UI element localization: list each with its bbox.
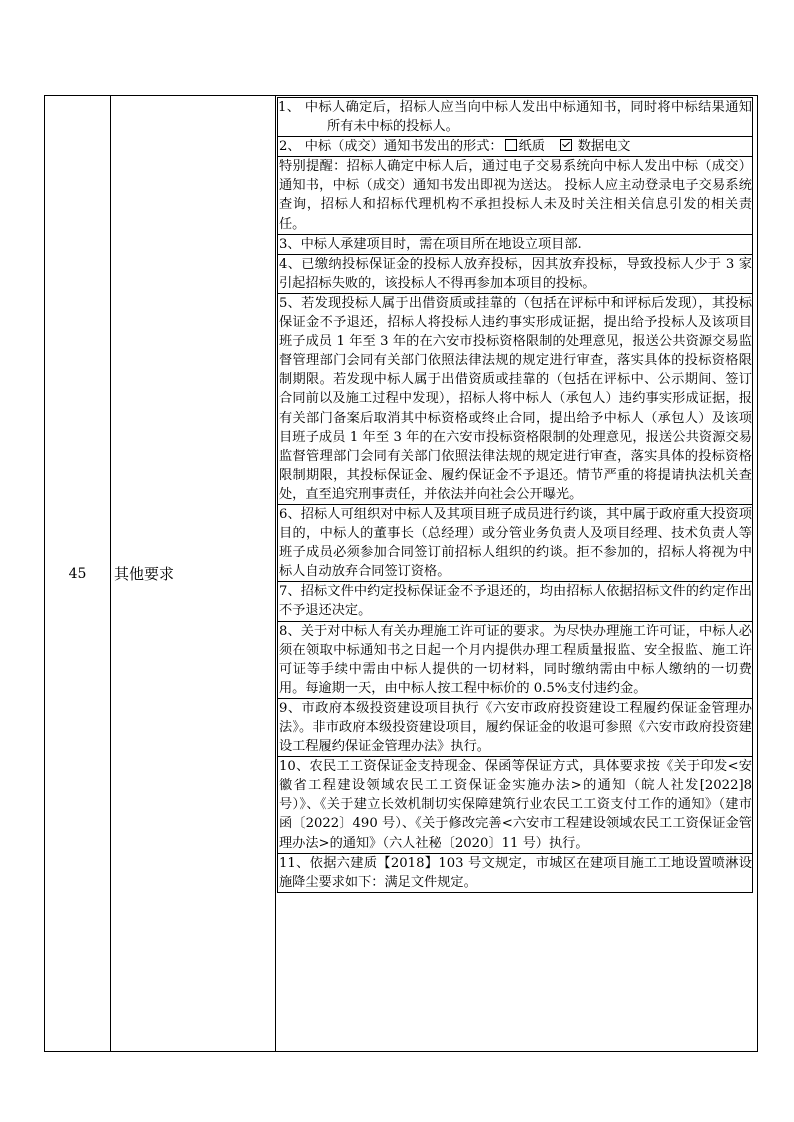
requirements-list bbox=[277, 97, 753, 895]
item-1: 1、 中标人确定后，招标人应当向中标人发出中标通知书，同时将中标结果通知所有未中标的投标人。 bbox=[277, 97, 753, 137]
item-10: 10、农民工工资保证金支持现金、保函等保证方式，具体要求按《关于印发<安徽省工程建设领域农民工工资保证金实施办法>的通知（皖人社发[2022]8 号）》、《关于建立长效机制切实保障建筑行业农民工工资支付工作的通知》（建市函〔2022〕490 号）、《关于修改完善<六安市工程建设领域农民工工资保证金管理办法>的通知》（六人社秘〔2020〕11 号）执行。 bbox=[277, 756, 753, 853]
electronic-option-label: 数据电文 bbox=[577, 139, 631, 155]
table-row bbox=[45, 96, 758, 1052]
row-label: 其他要求 bbox=[111, 96, 276, 1052]
item-6: 6、招标人可组织对中标人及其项目班子成员进行约谈，其中属于政府重大投资项目的，中标人的董事长（总经理）或分管业务负责人及项目经理、技术负责人等班子成员必须参加合同签订前招标人组织的约谈。拒不参加的，招标人将视为中标人自动放弃合同签订资格。 bbox=[277, 504, 753, 582]
paper-checkbox bbox=[505, 139, 517, 151]
electronic-checkbox-checked bbox=[560, 139, 572, 151]
item-2-note: 特别提醒：招标人确定中标人后，通过电子交易系统向中标人发出中标（成交）通知书，中标（成交）通知书发出即视为送达。 投标人应主动登录电子交易系统查询，招标人和招标代理机构不承担投标人未及时关注相关信息引发的相关责任。 bbox=[277, 156, 753, 234]
item-4: 4、已缴纳投标保证金的投标人放弃投标，因其放弃投标，导致投标人少于 3 家引起招标失败的，该投标人不得再参加本项目的投标。 bbox=[277, 254, 753, 294]
item-7: 7、招标文件中约定投标保证金不予退还的，均由招标人依据招标文件的约定作出不予退还决定。 bbox=[277, 581, 753, 621]
row-number: 45 bbox=[45, 96, 111, 1052]
item-11: 11、依据六建质【2018】103 号文规定，市城区在建项目施工工地设置喷淋设施降尘要求如下：满足文件规定。 bbox=[277, 853, 753, 893]
requirements-table bbox=[44, 95, 758, 1052]
item-9: 9、市政府本级投资建设项目执行《六安市政府投资建设工程履约保证金管理办法》。非市政府本级投资建设项目，履约保证金的收退可参照《六安市政府投资建设工程履约保证金管理办法》执行。 bbox=[277, 698, 753, 757]
item-3: 3、中标人承建项目时，需在项目所在地设立项目部. bbox=[277, 234, 753, 255]
item-5: 5、若发现投标人属于出借资质或挂靠的（包括在评标中和评标后发现），其投标保证金不予退还，招标人将投标人违约事实形成证据，提出给予投标人及该项目班子成员 1 年至 3 年的在六安市投标资格限制的处理意见，报送公共资源交易监督管理部门会同有关部门依照法律法规的规定进行审查，落实具体的投标资格限制期限。若发现中标人属于出借资质或挂靠的（包括在评标中、公示期间、签订合同前以及施工过程中发现），招标人将中标人（承包人）违约事实形成证据，报有关部门备案后取消其中标资格或终止合同，提出给予中标人（承包人）及该项目班子成员 1 年至 3 年的在六安市投标资格限制的处理意见，报送公共资源交易监督管理部门会同有关部门依照法律法规的规定进行审查，落实具体的投标资格限制期限，其投标保证金、履约保证金不予退还。情节严重的将提请执法机关查处，直至追究刑事责任，并依法并向社会公开曝光。 bbox=[277, 293, 753, 505]
item-2 bbox=[277, 136, 753, 157]
row-content bbox=[276, 96, 758, 1052]
item-8: 8、关于对中标人有关办理施工许可证的要求。为尽快办理施工许可证，中标人必须在领取中标通知书之日起一个月内提供办理工程质量报监、安全报监、施工许可证等手续中需由中标人提供的一切材料，同时缴纳需由中标人缴纳的一切费用。每逾期一天，由中标人按工程中标价的 0.5%支付违约金。 bbox=[277, 621, 753, 699]
item-2-prefix: 2、 中标（成交）通知书发出的形式： bbox=[279, 139, 503, 155]
paper-option-label: 纸质 bbox=[518, 139, 545, 155]
